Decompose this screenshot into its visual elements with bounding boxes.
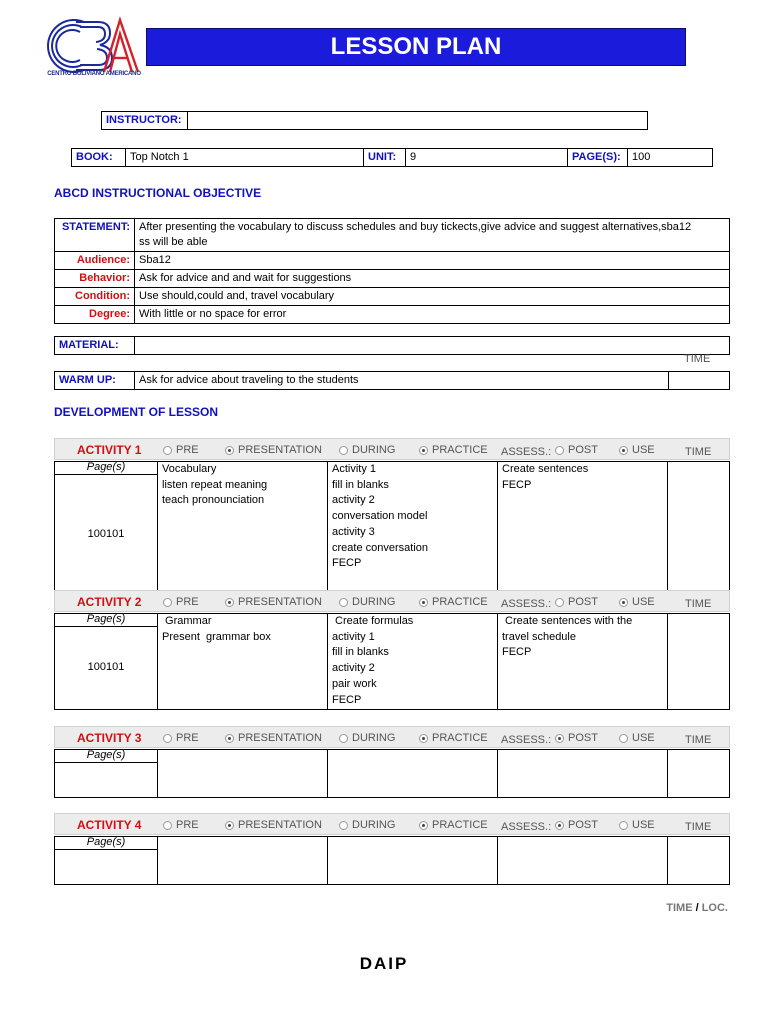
- radio-button-icon[interactable]: [419, 821, 428, 830]
- activity-option-label: DURING: [352, 732, 396, 744]
- radio-button-icon[interactable]: [619, 446, 628, 455]
- activity-option-time: [685, 729, 711, 751]
- radio-button-icon[interactable]: [163, 734, 172, 743]
- activity-presentation-cell[interactable]: [158, 614, 328, 710]
- radio-button-icon[interactable]: [339, 598, 348, 607]
- radio-button-icon[interactable]: [619, 821, 628, 830]
- activity-option-label: DURING: [352, 596, 396, 608]
- statement-line: After presenting the vocabulary to discuss schedules and buy tickects,give advice and suggest alternatives,sba12: [139, 221, 692, 233]
- activity-option-during[interactable]: [339, 814, 395, 836]
- activity-line: Create formulas: [332, 615, 414, 627]
- activity-time-cell[interactable]: [668, 614, 730, 710]
- radio-button-icon[interactable]: [419, 734, 428, 743]
- pages-header: Page(s): [55, 614, 158, 627]
- warmup-table: [54, 371, 730, 390]
- time-loc-label: [666, 902, 728, 914]
- activity-option-pre[interactable]: [163, 439, 199, 461]
- activity-option-time: [685, 816, 711, 838]
- activity-option-use[interactable]: [619, 727, 655, 749]
- pages-value[interactable]: 100: [628, 149, 713, 167]
- activity-option-presentation[interactable]: [225, 727, 322, 749]
- activity-line: travel schedule: [502, 630, 576, 643]
- statement-line: ss will be able: [139, 236, 208, 248]
- activity-line: FECP: [502, 646, 532, 659]
- activity-option-post[interactable]: [555, 591, 598, 613]
- radio-button-icon[interactable]: [163, 446, 172, 455]
- activity-table: [54, 836, 730, 885]
- radio-button-icon[interactable]: [419, 598, 428, 607]
- warmup-time-label: TIME: [684, 353, 711, 365]
- activity-option-label: PRE: [176, 732, 199, 744]
- time-loc-sep: /: [695, 902, 699, 914]
- activity-line: Present grammar box: [162, 630, 271, 643]
- activity-option-label: PRACTICE: [432, 444, 488, 456]
- radio-button-icon[interactable]: [339, 446, 348, 455]
- degree-label: Degree:: [55, 306, 135, 324]
- audience-label: Audience:: [55, 252, 135, 270]
- activity-option-use[interactable]: [619, 591, 655, 613]
- activity-option-during[interactable]: [339, 727, 395, 749]
- activity-time-cell[interactable]: [668, 837, 730, 885]
- condition-value[interactable]: Use should,could and, travel vocabulary: [135, 288, 730, 306]
- radio-button-icon[interactable]: [339, 821, 348, 830]
- activity-option-use[interactable]: [619, 439, 655, 461]
- activity-practice-cell[interactable]: [328, 462, 498, 596]
- logo-subtitle: CENTRO BOLIVIANO AMERICANO: [47, 71, 141, 77]
- statement-value[interactable]: [135, 219, 730, 252]
- activity-line: fill in blanks: [332, 478, 389, 491]
- activity-option-practice[interactable]: [419, 814, 488, 836]
- activity-option-use[interactable]: [619, 814, 655, 836]
- activity-line: FECP: [332, 693, 362, 706]
- activity-use-cell[interactable]: [498, 750, 668, 798]
- activity-line: Create sentences with the: [502, 615, 633, 627]
- activity-option-time: [685, 441, 711, 463]
- instructor-label: INSTRUCTOR:: [102, 112, 188, 130]
- activity-header: [54, 438, 730, 460]
- activity-presentation-cell[interactable]: [158, 462, 328, 596]
- radio-button-icon[interactable]: [619, 734, 628, 743]
- radio-button-icon[interactable]: [225, 446, 234, 455]
- unit-value[interactable]: 9: [406, 149, 568, 167]
- activity-option-label: ASSESS.:: [501, 821, 552, 833]
- activity-line: Activity 1: [332, 463, 377, 475]
- activity-option-label: POST: [568, 444, 598, 456]
- radio-button-icon[interactable]: [555, 821, 564, 830]
- activity-presentation-cell[interactable]: [158, 837, 328, 885]
- objective-table: [54, 218, 730, 324]
- activity-line: activity 1: [332, 630, 375, 643]
- activity-line: Vocabulary: [162, 463, 217, 475]
- activity-table: [54, 461, 730, 596]
- activity-practice-cell[interactable]: [328, 614, 498, 710]
- activity-option-label: TIME: [685, 821, 712, 833]
- activity-line: FECP: [502, 478, 532, 491]
- instructor-table: [101, 111, 648, 130]
- activity-option-pre[interactable]: [163, 727, 199, 749]
- activity-option-post[interactable]: [555, 439, 598, 461]
- activity-option-assess: [501, 593, 551, 615]
- activity-option-label: ASSESS.:: [501, 598, 552, 610]
- activity-option-presentation[interactable]: [225, 591, 322, 613]
- activity-line: fill in blanks: [332, 646, 389, 659]
- radio-button-icon[interactable]: [225, 734, 234, 743]
- activity-line: create conversation: [332, 541, 428, 554]
- activity-option-pre[interactable]: [163, 814, 199, 836]
- pages-label: PAGE(S):: [568, 149, 628, 167]
- activity-option-pre[interactable]: [163, 591, 199, 613]
- activity-title: ACTIVITY 2: [77, 595, 142, 609]
- pages-header: Page(s): [55, 462, 158, 475]
- book-value[interactable]: Top Notch 1: [126, 149, 364, 167]
- activity-header: [54, 726, 730, 748]
- activity-option-label: POST: [568, 819, 598, 831]
- activity-header: [54, 813, 730, 835]
- activity-option-label: PRE: [176, 444, 199, 456]
- time-loc-a: TIME: [666, 902, 696, 914]
- activity-option-practice[interactable]: [419, 727, 488, 749]
- activity-line: activity 2: [332, 494, 375, 507]
- activity-option-label: USE: [632, 444, 655, 456]
- activity-option-label: PRESENTATION: [238, 732, 322, 744]
- activity-title: ACTIVITY 1: [77, 443, 142, 457]
- activity-option-label: PRESENTATION: [238, 819, 322, 831]
- radio-button-icon[interactable]: [225, 598, 234, 607]
- activity-option-label: PRACTICE: [432, 596, 488, 608]
- condition-label: Condition:: [55, 288, 135, 306]
- activity-option-practice[interactable]: [419, 439, 488, 461]
- warmup-value[interactable]: Ask for advice about traveling to the students: [135, 372, 669, 390]
- activity-option-time: [685, 593, 711, 615]
- unit-label: UNIT:: [364, 149, 406, 167]
- radio-button-icon[interactable]: [619, 598, 628, 607]
- activity-option-label: PRE: [176, 819, 199, 831]
- activity-option-label: TIME: [685, 734, 712, 746]
- pages-header: Page(s): [55, 750, 158, 763]
- activity-line: Grammar: [162, 615, 212, 627]
- activity-line: pair work: [332, 677, 377, 690]
- activity-option-label: USE: [632, 732, 655, 744]
- activity-option-label: DURING: [352, 444, 396, 456]
- activity-option-during[interactable]: [339, 439, 395, 461]
- activity-option-label: PRESENTATION: [238, 596, 322, 608]
- activity-line: activity 2: [332, 662, 375, 675]
- activity-line: activity 3: [332, 525, 375, 538]
- material-table: [54, 336, 730, 355]
- activity-table: [54, 749, 730, 798]
- activity-option-label: USE: [632, 819, 655, 831]
- activity-option-label: ASSESS.:: [501, 734, 552, 746]
- activity-option-label: PRACTICE: [432, 819, 488, 831]
- pages-value[interactable]: [55, 763, 158, 798]
- time-loc-b: LOC.: [698, 902, 728, 914]
- book-label: BOOK:: [72, 149, 126, 167]
- pages-value[interactable]: 100101: [55, 475, 158, 596]
- activity-option-label: POST: [568, 596, 598, 608]
- activity-practice-cell[interactable]: [328, 837, 498, 885]
- activity-presentation-cell[interactable]: [158, 750, 328, 798]
- activity-table: [54, 613, 730, 710]
- pages-value[interactable]: [55, 850, 158, 885]
- radio-button-icon[interactable]: [163, 598, 172, 607]
- objective-title: ABCD INSTRUCTIONAL OBJECTIVE: [54, 186, 262, 200]
- audience-value[interactable]: Sba12: [135, 252, 730, 270]
- activity-title: ACTIVITY 4: [77, 818, 142, 832]
- activity-line: teach pronounciation: [162, 494, 265, 507]
- activity-use-cell[interactable]: [498, 462, 668, 596]
- warmup-time-field[interactable]: [669, 372, 730, 390]
- activity-header: [54, 590, 730, 612]
- warmup-label: WARM UP:: [55, 372, 135, 390]
- activity-use-cell[interactable]: [498, 614, 668, 710]
- activity-option-assess: [501, 816, 551, 838]
- activity-option-presentation[interactable]: [225, 439, 322, 461]
- material-field[interactable]: [135, 337, 730, 355]
- radio-button-icon[interactable]: [225, 821, 234, 830]
- activity-option-label: POST: [568, 732, 598, 744]
- pages-header: Page(s): [55, 837, 158, 850]
- page-title: LESSON PLAN: [146, 28, 686, 66]
- radio-button-icon[interactable]: [419, 446, 428, 455]
- activity-option-label: DURING: [352, 819, 396, 831]
- activity-option-label: TIME: [685, 598, 712, 610]
- activity-option-label: USE: [632, 596, 655, 608]
- activity-option-label: PRACTICE: [432, 732, 488, 744]
- activity-line: listen repeat meaning: [162, 478, 268, 491]
- degree-value[interactable]: With little or no space for error: [135, 306, 730, 324]
- behavior-value[interactable]: Ask for advice and and wait for suggestions: [135, 270, 730, 288]
- statement-label: STATEMENT:: [55, 219, 135, 252]
- activity-time-cell[interactable]: [668, 750, 730, 798]
- activity-title: ACTIVITY 3: [77, 731, 142, 745]
- activity-line: conversation model: [332, 510, 428, 523]
- activity-time-cell[interactable]: [668, 462, 730, 596]
- radio-button-icon[interactable]: [163, 821, 172, 830]
- radio-button-icon[interactable]: [339, 734, 348, 743]
- activity-line: Create sentences: [502, 463, 589, 475]
- activity-option-post[interactable]: [555, 814, 598, 836]
- activity-option-practice[interactable]: [419, 591, 488, 613]
- book-table: [71, 148, 713, 167]
- activity-option-post[interactable]: [555, 727, 598, 749]
- activity-line: FECP: [332, 557, 362, 570]
- activity-option-label: ASSESS.:: [501, 446, 552, 458]
- behavior-label: Behavior:: [55, 270, 135, 288]
- activity-option-label: PRE: [176, 596, 199, 608]
- radio-button-icon[interactable]: [555, 598, 564, 607]
- activity-option-presentation[interactable]: [225, 814, 322, 836]
- activity-practice-cell[interactable]: [328, 750, 498, 798]
- activity-option-assess: [501, 729, 551, 751]
- radio-button-icon[interactable]: [555, 734, 564, 743]
- activity-option-assess: [501, 441, 551, 463]
- activity-option-label: TIME: [685, 446, 712, 458]
- activity-use-cell[interactable]: [498, 837, 668, 885]
- activity-option-label: PRESENTATION: [238, 444, 322, 456]
- development-title: DEVELOPMENT OF LESSON: [54, 405, 219, 419]
- pages-value[interactable]: 100101: [55, 627, 158, 710]
- instructor-field[interactable]: [188, 112, 648, 130]
- activity-option-during[interactable]: [339, 591, 395, 613]
- material-label: MATERIAL:: [55, 337, 135, 355]
- footer-brand: DAIP: [359, 954, 409, 973]
- radio-button-icon[interactable]: [555, 446, 564, 455]
